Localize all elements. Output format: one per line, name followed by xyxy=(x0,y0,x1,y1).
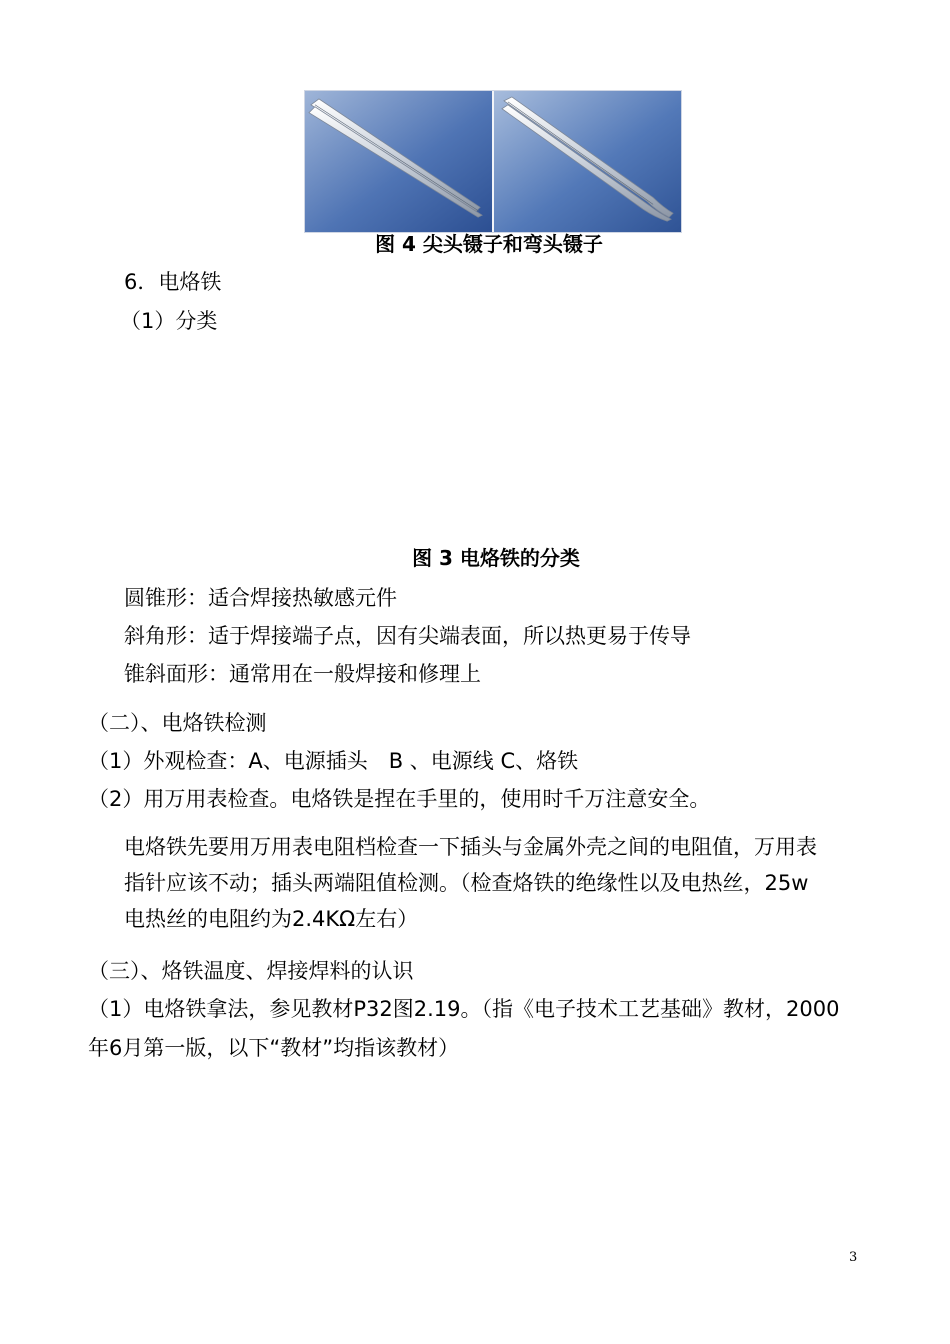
paragraph-line: 指针应该不动；插头两端阻值检测。（检查烙铁的绝缘性以及电热丝，25w xyxy=(124,871,809,895)
classification-subheading: （1）分类 xyxy=(120,309,218,333)
tweezers-figure xyxy=(304,90,682,233)
section-6-heading: 6．电烙铁 xyxy=(124,270,222,294)
curved-tweezers-photo xyxy=(492,91,681,232)
holding-method-line-1: （1）电烙铁拿法，参见教材P32图2.19。（指《电子技术工艺基础》教材，2000 xyxy=(88,997,840,1021)
figure-4-caption: 图 4 尖头镊子和弯头镊子 xyxy=(375,232,603,256)
tip-type-conical: 圆锥形：适合焊接热敏感元件 xyxy=(124,586,397,610)
section-2-heading: （二）、电烙铁检测 xyxy=(88,711,267,735)
tip-type-chisel: 锥斜面形：通常用在一般焊接和修理上 xyxy=(124,662,481,686)
straight-tweezers-photo xyxy=(305,91,492,232)
holding-method-line-2: 年6月第一版，以下“教材”均指该教材） xyxy=(88,1036,460,1060)
paragraph-line: 电热丝的电阻约为2.4KΩ左右） xyxy=(124,907,419,931)
tip-type-bevel: 斜角形：适于焊接端子点，因有尖端表面，所以热更易于传导 xyxy=(124,624,691,648)
inspection-item-2: （2）用万用表检查。电烙铁是捏在手里的，使用时千万注意安全。 xyxy=(88,787,711,811)
section-3-heading: （三）、烙铁温度、焊接焊料的认识 xyxy=(88,959,414,983)
figure-3-caption: 图 3 电烙铁的分类 xyxy=(412,546,580,570)
page-number: 3 xyxy=(849,1250,858,1265)
multimeter-paragraph xyxy=(124,829,869,937)
paragraph-line: 电烙铁先要用万用表电阻档检查一下插头与金属外壳之间的电阻值，万用表 xyxy=(124,835,817,859)
inspection-item-1: （1）外观检查：A、电源插头 B 、电源线 C、烙铁 xyxy=(88,749,579,773)
